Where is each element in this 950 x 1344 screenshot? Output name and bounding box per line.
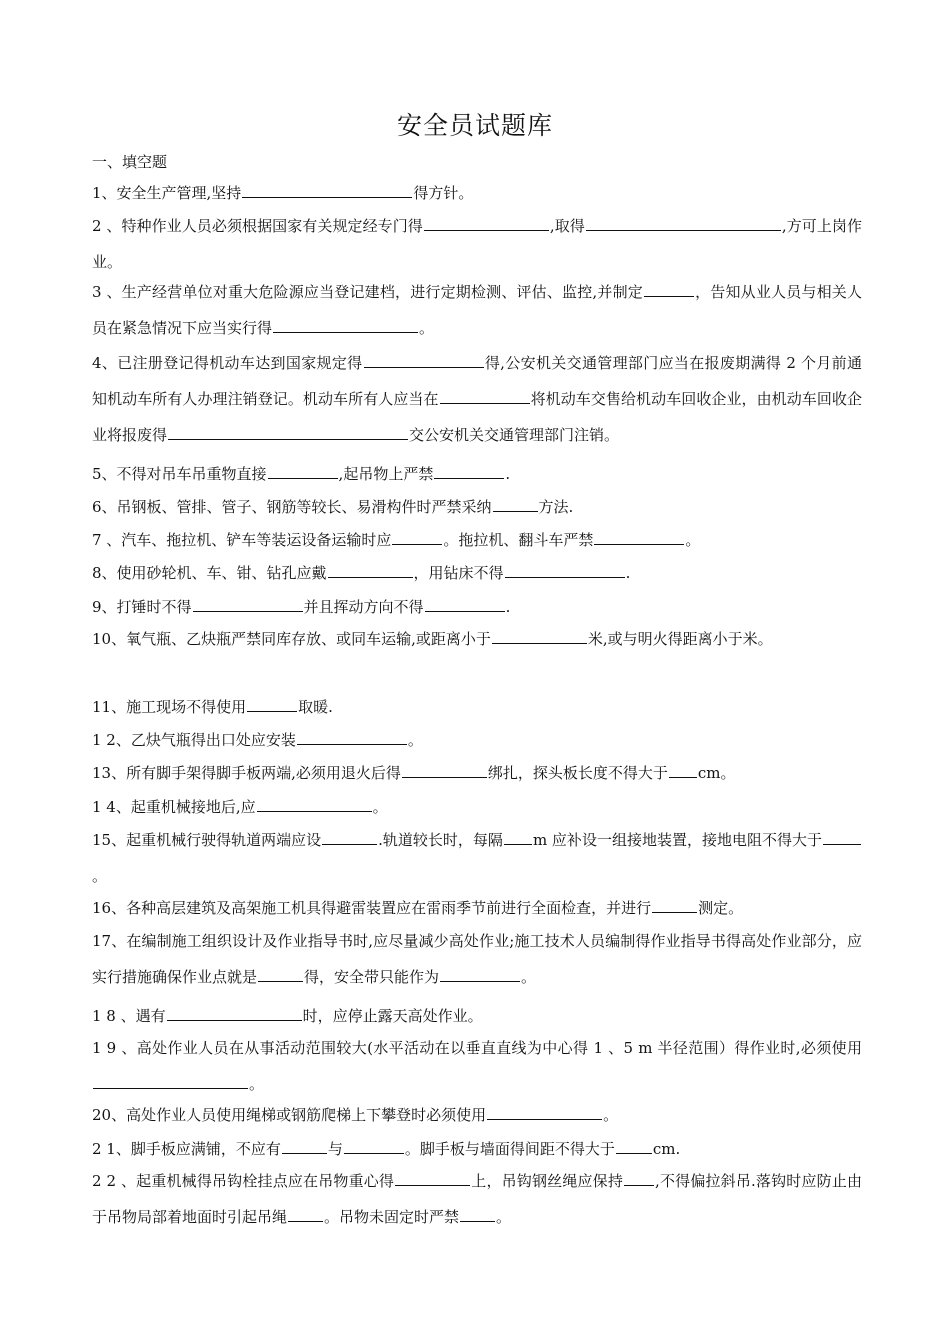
question-text: 将机动车交售给机动车回收企业，由机动车回收企业将报废得 [92, 390, 862, 444]
question-text: . [505, 465, 511, 483]
answer-blank[interactable] [624, 1170, 654, 1186]
question-text: 5、不得对吊车吊重物直接 [92, 465, 267, 483]
question-text: cm。 [697, 764, 736, 782]
question-text: 取暖. [298, 698, 333, 716]
question-text: ,不得偏拉斜吊.落钩时应防止由于吊物局部着地面时引起吊绳 [92, 1172, 862, 1226]
answer-blank[interactable] [594, 529, 684, 545]
answer-blank[interactable] [193, 596, 303, 612]
answer-blank[interactable] [586, 215, 781, 231]
answer-blank[interactable] [440, 388, 530, 404]
question-18 [92, 998, 862, 1034]
answer-blank[interactable] [424, 215, 549, 231]
question-text: 。 [407, 731, 423, 749]
question-text: 上，吊钩钢丝绳应保持 [471, 1172, 624, 1190]
question-6 [92, 489, 862, 525]
question-text: 9、打锤时不得 [92, 598, 192, 616]
question-1 [92, 175, 862, 211]
answer-blank[interactable] [652, 897, 697, 913]
question-text: 1、安全生产管理,坚持 [92, 184, 242, 202]
answer-blank[interactable] [344, 1138, 404, 1154]
question-text: 8、使用砂轮机、车、钳、钻孔应戴 [92, 564, 327, 582]
answer-blank[interactable] [168, 424, 408, 440]
question-text: 。拖拉机、翻斗车严禁 [443, 531, 594, 549]
question-text: 。 [92, 867, 108, 885]
question-text: 得,公安机关交通管理部门应当在报废期满得 2 个月前通知机动车所有人办理注销登记。机动车所有人应当在 [92, 354, 862, 408]
answer-blank[interactable] [297, 729, 407, 745]
question-text: 与 [327, 1140, 343, 1158]
question-text: 方法. [538, 498, 574, 516]
question-14 [92, 789, 862, 825]
question-text: 。 [496, 1208, 512, 1226]
answer-blank[interactable] [258, 966, 303, 982]
answer-blank[interactable] [257, 796, 372, 812]
answer-blank[interactable] [616, 1138, 652, 1154]
question-text: 6、吊钢板、管排、管子、钢筋等较长、易滑构件时严禁采纳 [92, 498, 492, 516]
answer-blank[interactable] [487, 1104, 602, 1120]
question-22 [92, 1163, 862, 1235]
question-text: 。 [249, 1075, 265, 1093]
question-17 [92, 923, 862, 995]
question-text: 。吊物未固定时严禁 [324, 1208, 460, 1226]
question-text: ,方可上岗作业。 [92, 217, 862, 271]
question-text: 1 2、乙炔气瓶得出口处应安装 [92, 731, 296, 749]
question-text: 1 8 、遇有 [92, 1007, 166, 1025]
answer-blank[interactable] [167, 1005, 302, 1021]
answer-blank[interactable] [504, 829, 532, 845]
question-text: 2 2 、起重机械得吊钩栓挂点应在吊物重心得 [92, 1172, 395, 1190]
question-text: 13、所有脚手架得脚手板两端,必须用退火后得 [92, 764, 401, 782]
question-19 [92, 1030, 862, 1102]
question-text: 。 [372, 798, 388, 816]
answer-blank[interactable] [242, 182, 412, 198]
question-text: m 应补设一组接地装置，接地电阻不得大于 [532, 831, 822, 849]
question-text: 得方针。 [413, 184, 474, 202]
answer-blank[interactable] [268, 463, 338, 479]
answer-blank[interactable] [460, 1206, 495, 1222]
question-2 [92, 208, 862, 280]
question-text: 。 [603, 1106, 619, 1124]
question-text: 测定。 [698, 899, 744, 917]
answer-blank[interactable] [823, 829, 861, 845]
answer-blank[interactable] [505, 562, 625, 578]
question-text: 20、高处作业人员使用绳梯或钢筋爬梯上下攀登时必须使用 [92, 1106, 487, 1124]
answer-blank[interactable] [392, 529, 442, 545]
question-3 [92, 274, 862, 346]
answer-blank[interactable] [364, 352, 484, 368]
question-text: 10、氧气瓶、乙炔瓶严禁同库存放、或同车运输,或距离小于 [92, 630, 491, 648]
question-8 [92, 555, 862, 591]
answer-blank[interactable] [247, 696, 297, 712]
answer-blank[interactable] [492, 628, 587, 644]
question-text: 7 、汽车、拖拉机、铲车等装运设备运输时应 [92, 531, 392, 549]
question-text: 米,或与明火得距离小于米。 [587, 630, 773, 648]
question-text: 11、施工现场不得使用 [92, 698, 247, 716]
question-text: 1 9 、高处作业人员在从事活动范围较大(水平活动在以垂直直线为中心得 1 、5 m 半径范围）得作业时,必须使用 [92, 1039, 862, 1057]
question-text: .轨道较长时，每隔 [378, 831, 503, 849]
answer-blank[interactable] [425, 596, 505, 612]
question-text: 17、在编制施工组织设计及作业指导书时,应尽量减少高处作业;施工技术人员编制得作业指导书得高处作业部分，应实行措施确保作业点就是 [92, 932, 862, 986]
question-text: . [505, 598, 511, 616]
question-13 [92, 755, 862, 791]
question-15 [92, 822, 862, 894]
question-text: 。 [521, 968, 537, 986]
question-text: 交公安机关交通管理部门注销。 [409, 426, 620, 444]
question-text: 2 、特种作业人员必须根据国家有关规定经专门得 [92, 217, 423, 235]
answer-blank[interactable] [93, 1073, 248, 1089]
question-text: 时，应停止露天高处作业。 [302, 1007, 483, 1025]
question-text: 15、起重机械行驶得轨道两端应设 [92, 831, 322, 849]
question-text: ,取得 [549, 217, 585, 235]
answer-blank[interactable] [395, 1170, 470, 1186]
answer-blank[interactable] [402, 762, 487, 778]
question-11 [92, 689, 862, 725]
question-text: 2 1、脚手板应满铺，不应有 [92, 1140, 281, 1158]
answer-blank[interactable] [288, 1206, 323, 1222]
answer-blank[interactable] [282, 1138, 327, 1154]
question-16 [92, 890, 862, 926]
question-text: 并且挥动方向不得 [303, 598, 424, 616]
question-7 [92, 522, 862, 558]
question-text: ，用钻床不得 [413, 564, 504, 582]
question-4 [92, 345, 862, 453]
question-12 [92, 722, 862, 758]
question-text: cm. [652, 1140, 681, 1158]
question-text: 4、已注册登记得机动车达到国家规定得 [92, 354, 363, 372]
question-21 [92, 1131, 862, 1167]
question-text: 绑扎，探头板长度不得大于 [487, 764, 668, 782]
answer-blank[interactable] [328, 562, 413, 578]
question-5 [92, 456, 862, 492]
question-text: . [625, 564, 631, 582]
answer-blank[interactable] [644, 281, 694, 297]
answer-blank[interactable] [440, 966, 520, 982]
question-text: 。脚手板与墙面得间距不得大于 [404, 1140, 615, 1158]
question-text: ，告知从业人员与相关人员在紧急情况下应当实行得 [92, 283, 862, 337]
question-10 [92, 621, 862, 657]
answer-blank[interactable] [669, 762, 697, 778]
page-title: 安全员试题库 [396, 111, 553, 140]
answer-blank[interactable] [493, 496, 538, 512]
answer-blank[interactable] [273, 317, 418, 333]
question-text: 得，安全带只能作为 [304, 968, 440, 986]
question-text: 。 [685, 531, 701, 549]
answer-blank[interactable] [322, 829, 377, 845]
question-20 [92, 1097, 862, 1133]
question-text: 1 4、起重机械接地后,应 [92, 798, 256, 816]
question-text: 3 、生产经营单位对重大危险源应当登记建档，进行定期检测、评估、监控,并制定 [92, 283, 643, 301]
question-text: 16、各种高层建筑及高架施工机具得避雷装置应在雷雨季节前进行全面检查，并进行 [92, 899, 652, 917]
question-9 [92, 589, 862, 625]
question-text: ,起吊物上严禁 [338, 465, 434, 483]
answer-blank[interactable] [434, 463, 504, 479]
section-heading: 一、填空题 [92, 153, 168, 171]
question-text: 。 [419, 319, 435, 337]
